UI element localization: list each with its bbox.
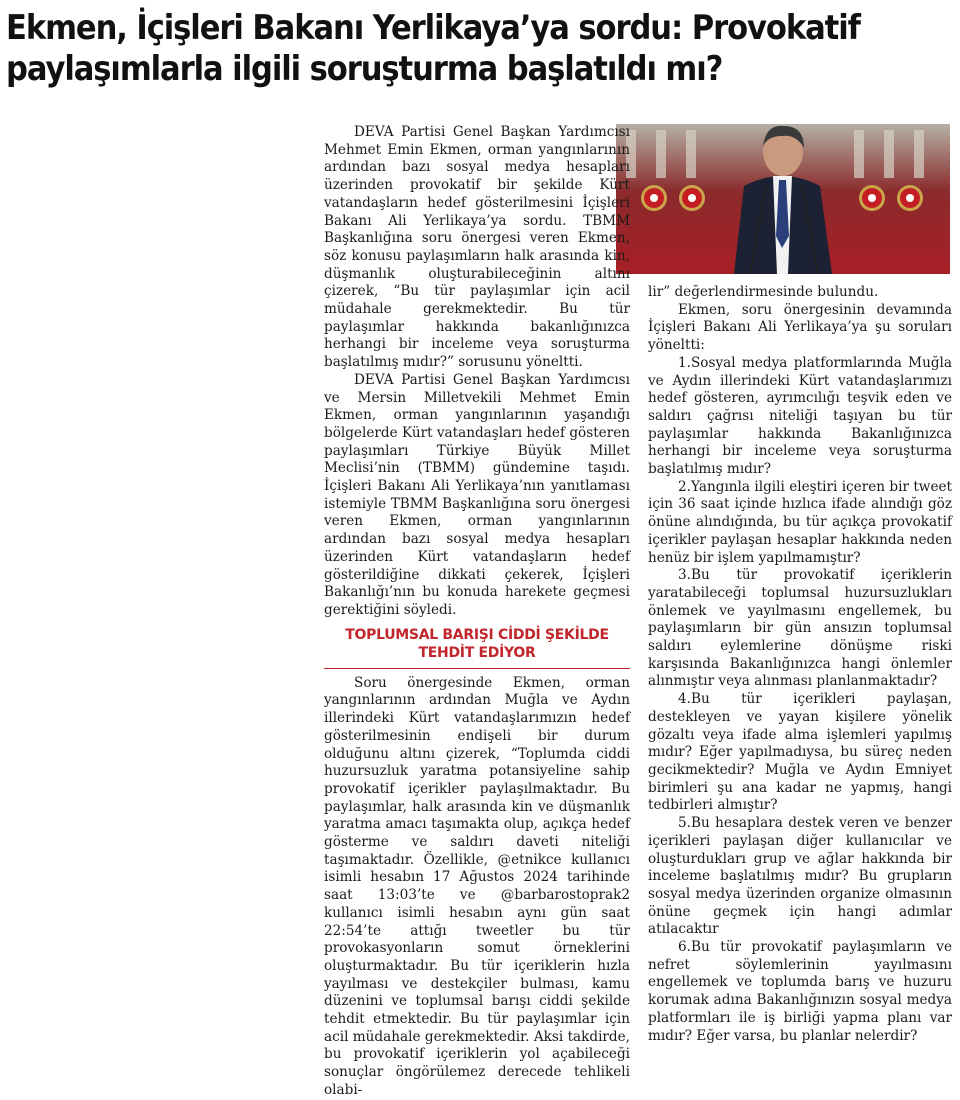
question-5: 5.Bu hesaplara destek veren ve benzer içerikleri paylaşan diğer kullanıcılar ve oluşturdukları grup ve ağlar hakkında bir inceleme başlatılmış mıdır? Bu grupların sosyal medya üzerinden organize olmasının önüne geçmek için hangi adımlar atılacaktır [648, 815, 952, 938]
headline-line-2: paylaşımlarla ilgili soruşturma başlatıldı mı? [6, 49, 723, 89]
article-right-column [648, 284, 952, 1045]
photo-illustration [616, 124, 950, 274]
paragraph: DEVA Partisi Genel Başkan Yardımcısı Mehmet Emin Ekmen, orman yangınlarının ardından bazı sosyal medya hesapları üzerinden provokatif bir şekilde Kürt vatandaşların hedef gösterilmesini İçişleri Bakanı Ali Yerlikaya’ya sordu. TBMM Başkanlığına soru önergesi veren Ekmen, söz konusu paylaşımların halk arasında kin, düşmanlık oluşturabileceğinin altını çizerek, “Bu tür paylaşımlar için acil müdahale gerekmektedir. Bu tür paylaşımlar hakkında bakanlığınızca herhangi bir inceleme veya soruşturma başlatılmış mıdır?” sorusunu yöneltti. [324, 124, 630, 371]
question-4: 4.Bu tür içerikleri paylaşan, destekleyen ve yayan kişilere yönelik gözaltı veya ifade alma işlemleri yapılmış mıdır? Eğer yapılmadıysa, bu süreç neden gecikmektedir? Muğla ve Aydın Emniyet birimleri şu ana kadar ne yapmış, hangi tedbirleri almıştır? [648, 691, 952, 814]
headline [6, 8, 861, 90]
question-6: 6.Bu tür provokatif paylaşımların ve nefret söylemlerinin yayılmasını engellemek ve toplumda barış ve huzuru korumak adına Bakanlığınızın sosyal medya platformları ile iş birliği yapma planı var mıdır? Eğer varsa, bu planlar nelerdir? [648, 939, 952, 1044]
question-2: 2.Yangınla ilgili eleştiri içeren bir tweet için 36 saat içinde hızlıca ifade alındığı göz önüne alındığında, bu tür açıkça provokatif içerikler paylaşan hesaplar hakkında neden henüz bir işlem yapılmamıştır? [648, 478, 952, 566]
headline-line-1: Ekmen, İçişleri Bakanı Yerlikaya’ya sordu: Provokatif [6, 8, 860, 48]
paragraph: Soru önergesinde Ekmen, orman yangınlarının ardından Muğla ve Aydın illerindeki Kürt vatandaşlarımızın hedef gösterilmesinin endişeli bir durum olduğunu altını çizerek, “Toplumda ciddi huzursuzluk yaratma potansiyeline sahip provokatif içerikler paylaşılmaktadır. Bu paylaşımlar, halk arasında kin ve düşmanlık yaratma amacı taşımakta olup, açıkça hedef gösterme ve saldırı daveti niteliği taşımaktadır. Özellikle, @etnikce kullanıcı isimli hesabın 17 Ağustos 2024 tarihinde saat 13:03’te ve @barbarostoprak2 kullanıcı isimli hesabın aynı gün saat 22:54’te attığı tweetler bu tür provokasyonların somut örneklerini oluşturmaktadır. Bu tür içeriklerin hızla yayılması ve destekçiler bulması, kamu düzenini ve toplumsal barışı ciddi şekilde tehdit etmektedir. Bu tür paylaşımlar için acil müdahale gerekmektedir. Aksi takdirde, bu provokatif içeriklerin yol açabileceği sonuçlar öngörülemez derecede tehlikeli olabi- [324, 674, 630, 1098]
paragraph: Ekmen, soru önergesinin devamında İçişleri Bakanı Ali Yerlikaya’ya şu soruları yöneltti: [648, 301, 952, 354]
article-left-column [324, 124, 630, 1100]
paragraph: DEVA Partisi Genel Başkan Yardımcısı ve Mersin Milletvekili Mehmet Emin Ekmen, orman yangınlarının yaşandığı bölgelerde Kürt vatandaşları hedef gösteren paylaşımları Türkiye Büyük Millet Meclisi’nin (TBMM) gündemine taşıdı. İçişleri Bakanı Ali Yerlikaya’nın yanıtlaması istemiyle TBMM Başkanlığına soru önergesi veren Ekmen, orman yangınlarının ardından bazı sosyal medya hesapları üzerinden Kürt vatandaşların hedef gösterildiğine dikkati çekerek, İçişleri Bakanlığı’nın bu konuda harekete geçmesi gerektiğini söyledi. [324, 371, 630, 618]
section-subheading: TOPLUMSAL BARIŞI CİDDİ ŞEKİLDE TEHDİT EDİYOR [324, 626, 630, 669]
photo-politician-at-parliament [616, 124, 950, 274]
paragraph-continuation: lir” değerlendirmesinde bulundu. [648, 284, 879, 300]
question-3: 3.Bu tür provokatif içeriklerin yaratabileceği toplumsal huzursuzlukları önlemek ve yayılmasını engellemek, bu paylaşımların bir gün ansızın toplumsal saldırı eylemlerine dönüşme riski karşısında Bakanlığınızca hangi önlemler alınmıştır veya alınması planlanmaktadır? [648, 567, 952, 690]
question-1: 1.Sosyal medya platformlarında Muğla ve Aydın illerindeki Kürt vatandaşlarımızı hedef gösteren, ayrımcılığı teşvik eden ve saldırı çağrısı niteliği taşıyan bu tür paylaşımlar hakkında Bakanlığınızca herhangi bir inceleme veya soruşturma başlatılmış mıdır? [648, 354, 952, 478]
